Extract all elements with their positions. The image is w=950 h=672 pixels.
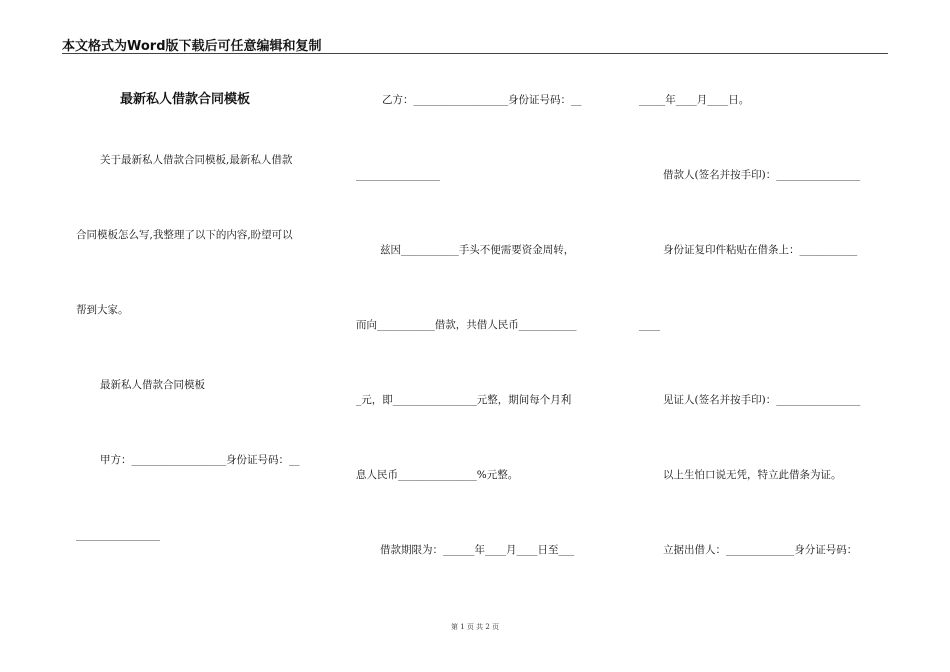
id-copy-line: 身份证复印件粘贴在借条上：___________ [663, 244, 858, 256]
loan-reason-line: 兹因___________手头不便需要资金周转， [380, 244, 575, 256]
interest-rate-line: 息人民币_______________%元整。 [356, 469, 519, 481]
witness-signature-line: 见证人(签名并按手印)：________________ [663, 394, 861, 406]
intro-paragraph-line-1: 关于最新私人借款合同模板,最新私人借款 [100, 154, 293, 166]
blank-short-line: ____ [639, 319, 660, 331]
loan-term-line: 借款期限为：______年____月____日至___ [380, 544, 575, 556]
intro-paragraph-line-2: 合同模板怎么写,我整理了以下的内容,盼望可以 [76, 229, 293, 241]
loan-amount-line: 而向___________借款，共借人民币___________ [356, 319, 577, 331]
amount-interest-line: _元，即________________元整，期间每个月利 [356, 394, 572, 406]
issuer-line: 立据出借人：_____________身分证号码： [663, 544, 858, 556]
end-date-line: _____年____月____日。 [639, 94, 750, 106]
header-notice: 本文格式为Word版下载后可任意编辑和复制 [62, 39, 322, 54]
party-a-line: 甲方：__________________身份证号码：__ [100, 454, 300, 466]
intro-paragraph-line-3: 帮到大家。 [76, 304, 129, 316]
blank-line: ________________ [356, 169, 440, 181]
document-title: 最新私人借款合同模板 [120, 92, 251, 107]
blank-line: ________________ [76, 529, 160, 541]
page-number: 第 1 页 共 2 页 [450, 623, 500, 631]
section-subtitle: 最新私人借款合同模板 [100, 379, 205, 391]
oath-line: 以上生怕口说无凭，特立此借条为证。 [663, 469, 842, 481]
party-b-line: 乙方：__________________身份证号码：__ [382, 94, 582, 106]
borrower-signature-line: 借款人(签名并按手印)：________________ [663, 169, 861, 181]
document-header [62, 34, 888, 54]
